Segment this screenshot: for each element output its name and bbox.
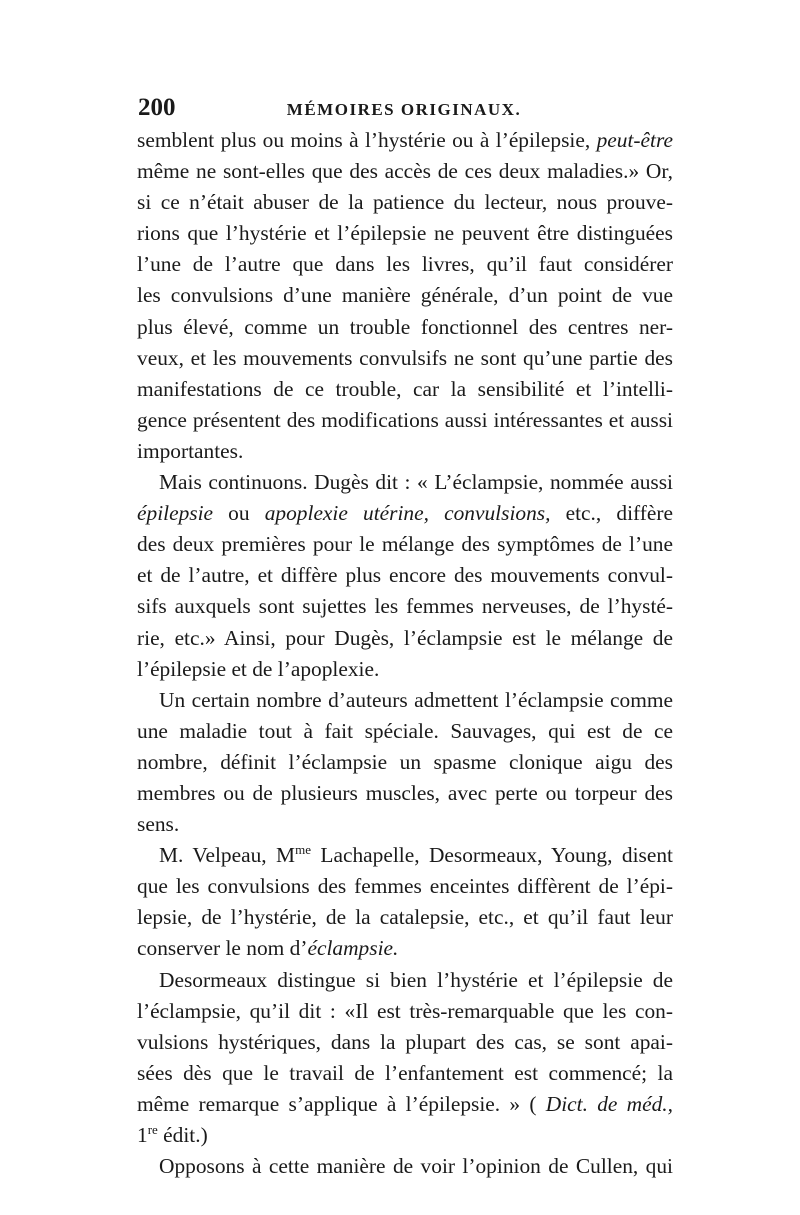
text-line: conserver le nom d’éclampsie. [137, 936, 399, 961]
text-line: vulsions hystériques, dans la plupart des cas, se sont apai- [137, 1029, 673, 1054]
text-line: même ne sont-elles que des accès de ces deux maladies.» Or, [137, 159, 673, 184]
text-line: sifs auxquels sont sujettes les femmes nerveuses, de l’hysté- [137, 594, 673, 619]
text-line: manifestations de ce trouble, car la sensibilité et l’intelli- [137, 376, 673, 401]
text-line: plus élevé, comme un trouble fonctionnel des centres ner- [137, 314, 673, 339]
text-line: Un certain nombre d’auteurs admettent l’éclampsie comme [159, 687, 673, 712]
page-number: 200 [138, 94, 176, 121]
text-line: Mais continuons. Dugès dit : « L’éclampsie, nommée aussi [159, 470, 673, 495]
running-head: MÉMOIRES ORIGINAUX. [286, 100, 522, 119]
text-line: sées dès que le travail de l’enfantement est commencé; la [137, 1060, 673, 1085]
text-line: veux, et les mouvements convulsifs ne sont qu’une partie des [137, 345, 673, 370]
text-line: 1re édit.) [137, 1122, 208, 1147]
text-line: des deux premières pour le mélange des symptômes de l’une [137, 532, 673, 557]
text-line: épilepsie ou apoplexie utérine, convulsions, etc., diffère [137, 501, 673, 526]
text-line: rie, etc.» Ainsi, pour Dugès, l’éclampsie est le mélange de [137, 625, 673, 650]
text-line: lepsie, de l’hystérie, de la catalepsie, etc., et qu’il faut leur [137, 905, 673, 930]
text-line: membres ou de plusieurs muscles, avec perte ou torpeur des [137, 780, 673, 805]
page-header [138, 94, 670, 128]
text-line: Opposons à cette manière de voir l’opinion de Cullen, qui [159, 1154, 673, 1179]
text-line: l’épilepsie et de l’apoplexie. [137, 656, 380, 681]
text-line: sens. [137, 812, 180, 837]
text-line: l’une de l’autre que dans les livres, qu’il faut considérer [137, 252, 673, 277]
text-line: nombre, définit l’éclampsie un spasme clonique aigu des [137, 749, 673, 774]
text-line: les convulsions d’une manière générale, d’un point de vue [137, 283, 673, 308]
text-line: même remarque s’applique à l’épilepsie. » ( Dict. de méd., [137, 1091, 673, 1116]
text-line: si ce n’était abuser de la patience du lecteur, nous prouve- [137, 190, 673, 215]
text-line: gence présentent des modifications aussi intéressantes et aussi [137, 407, 673, 432]
text-line: Desormeaux distingue si bien l’hystérie et l’épilepsie de [159, 967, 673, 992]
text-line: l’éclampsie, qu’il dit : «Il est très-remarquable que les con- [137, 998, 673, 1023]
body-text [137, 125, 673, 1182]
text-line: M. Velpeau, $M^{me}$ Lachapelle, Desormeaux, Young, disent [159, 842, 673, 868]
text-line: semblent plus ou moins à l’hystérie ou à l’épilepsie, peut-être [137, 128, 673, 152]
text-line: une maladie tout à fait spéciale. Sauvages, qui est de ce [137, 718, 673, 743]
text-line: importantes. [137, 438, 244, 463]
text-line: que les convulsions des femmes enceintes diffèrent de l’épi- [137, 874, 673, 899]
text-line: rions que l’hystérie et l’épilepsie ne peuvent être distinguées [137, 221, 673, 246]
text-line: et de l’autre, et diffère plus encore des mouvements convul- [137, 563, 673, 588]
